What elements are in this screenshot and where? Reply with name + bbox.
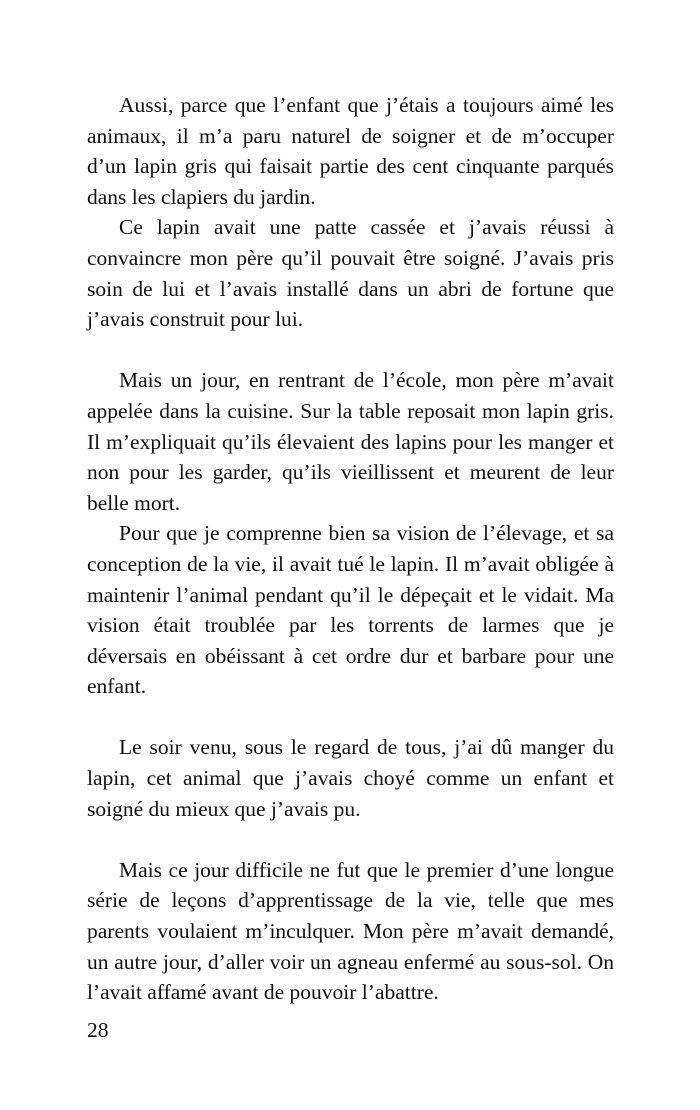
page-body (87, 90, 614, 1008)
paragraph-spacer (87, 824, 614, 855)
page-number: 28 (87, 1018, 109, 1042)
paragraph-spacer (87, 335, 614, 366)
paragraph: Mais un jour, en rentrant de l’école, mon père m’avait appelée dans la cuisine. Sur la table reposait mon lapin gris. Il m’expliquait qu’ils élevaient des lapins pour les manger et non pour les garder, qu’ils vieillissent et meurent de leur belle mort. (87, 368, 614, 515)
paragraph: Aussi, parce que l’enfant que j’étais a toujours aimé les animaux, il m’a paru naturel de soigner et de m’occuper d’un lapin gris qui faisait partie des cent cinquante parqués dans les clapiers du jardin. (87, 93, 614, 209)
paragraph: Le soir venu, sous le regard de tous, j’ai dû manger du lapin, cet animal que j’avais choyé comme un enfant et soigné du mieux que j’avais pu. (87, 735, 614, 821)
paragraph: Ce lapin avait une patte cassée et j’avais réussi à convaincre mon père qu’il pouvait être soigné. J’avais pris soin de lui et l’avais installé dans un abri de fortune que j’avais construit pour lui. (87, 215, 614, 332)
paragraph: Pour que je comprenne bien sa vision de l’élevage, et sa conception de la vie, il avait tué le lapin. Il m’avait obligée à maintenir l’animal pendant qu’il le dépeçait et le vidait. Ma vision était troublée par les torrents de larmes que je déversais en obéissant à cet ordre dur et barbare pour une enfant. (87, 521, 614, 699)
paragraph: Mais ce jour difficile ne fut que le premier d’une longue série de leçons d’apprentissage de la vie, telle que mes parents voulaient m’inculquer. Mon père m’avait demandé, un autre jour, d’aller voir un agneau enfermé au sous-sol. On l’avait affamé avant de pouvoir l’abattre. (87, 857, 614, 1005)
paragraph-spacer (87, 702, 614, 733)
